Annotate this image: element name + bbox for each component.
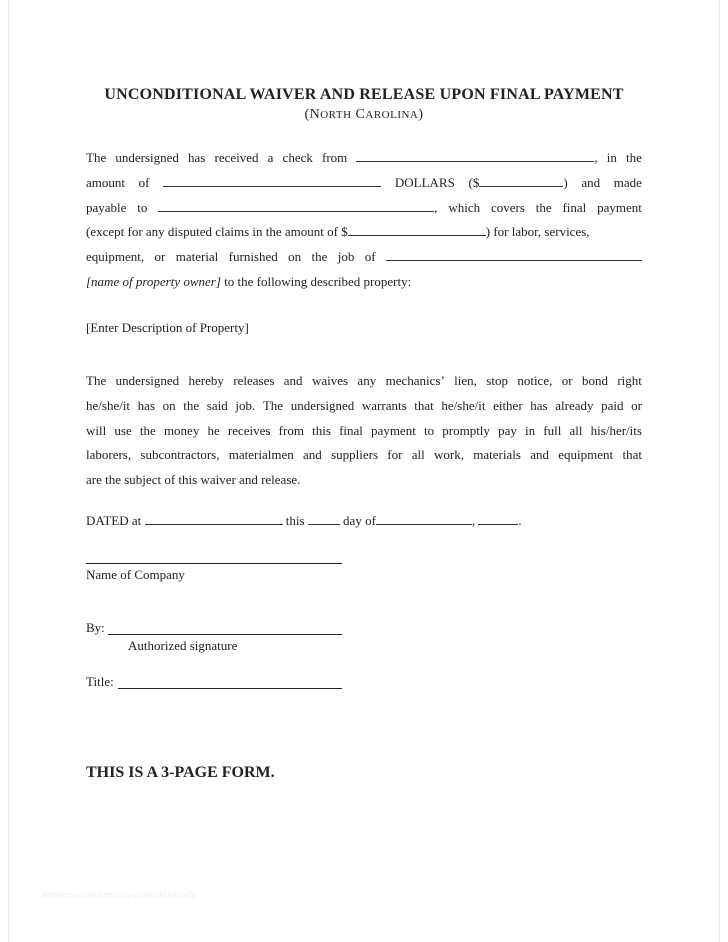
paragraph-word: receives: [227, 422, 271, 438]
paragraph-word: and: [283, 373, 303, 388]
paragraph-word: pay: [498, 422, 517, 438]
paragraph-word: undersigned: [290, 397, 355, 413]
paragraph-word: and: [530, 447, 549, 463]
property-description-placeholder[interactable]: [Enter Description of Property]: [86, 320, 249, 335]
paragraph-word: paid: [601, 397, 624, 413]
paragraph-word: on: [162, 397, 176, 413]
signature-line[interactable]: [108, 634, 342, 635]
paragraph-word: and: [303, 447, 322, 463]
document-title: UNCONDITIONAL WAIVER AND RELEASE UPON FINAL PAYMENT: [104, 86, 624, 103]
paragraph-line: [86, 394, 642, 419]
paragraph-word: the: [183, 397, 200, 413]
paragraph-word: this: [312, 422, 331, 438]
authorized-signature-label: Authorized signature: [128, 638, 238, 653]
paragraph-word: has: [137, 397, 156, 413]
day-blank[interactable]: [308, 512, 340, 525]
paragraph-word: he: [207, 422, 220, 438]
paragraph-word: mechanics’: [385, 373, 445, 388]
company-name-label: Name of Company: [86, 567, 185, 582]
paragraph-word: or: [561, 373, 573, 388]
paragraph-line: payable to , which covers the final payment: [86, 199, 642, 215]
paragraph-word: bond: [581, 373, 608, 388]
paragraph-word: his/her/its: [590, 422, 642, 438]
paragraph-line: amount of DOLLARS ($ ) and made: [86, 174, 642, 190]
paragraph-word: promptly: [442, 422, 490, 438]
paragraph-word: job.: [235, 397, 256, 413]
amount-dollars-blank[interactable]: [479, 174, 563, 187]
paragraph-word: materials: [473, 447, 521, 463]
paragraph-word: money: [163, 422, 200, 438]
paragraph-word: suppliers: [331, 447, 379, 463]
paragraph-word: all: [411, 447, 425, 463]
paragraph-word: hereby: [188, 373, 224, 388]
paragraph-word: already: [555, 397, 594, 413]
paragraph-word: notice,: [517, 373, 553, 388]
paragraph-word: to: [423, 422, 435, 438]
paragraph-word: the: [139, 422, 156, 438]
property-owner-blank[interactable]: [386, 248, 642, 261]
paragraph-word: that: [414, 397, 434, 413]
paragraph-word: use: [114, 422, 132, 438]
paragraph-word: for: [387, 447, 403, 463]
paragraph-line: [86, 443, 642, 468]
dated-line: DATED at this day of , .: [86, 513, 522, 528]
paragraph-word: or: [631, 397, 642, 413]
paragraph-line: [86, 419, 642, 444]
paragraph-word: in: [525, 422, 536, 438]
paragraph-word: right: [617, 373, 642, 388]
paragraph-word: waives: [311, 373, 349, 388]
paragraph-word: materialmen: [228, 447, 294, 463]
by-label: By:: [86, 620, 105, 635]
paragraph-word: stop: [486, 373, 508, 388]
paragraph-word: The: [262, 397, 284, 413]
paragraph-word: said: [206, 397, 228, 413]
payee-blank[interactable]: [158, 199, 434, 212]
month-blank[interactable]: [376, 512, 472, 525]
paragraph-line: [name of property owner] to the following described property:: [86, 270, 642, 295]
paragraph-word: laborers,: [86, 447, 132, 463]
paragraph-word: subcontractors,: [140, 447, 220, 463]
paragraph-line: are the subject of this waiver and release.: [86, 472, 301, 488]
paragraph-word: that: [622, 447, 642, 463]
paragraph-word: The: [86, 373, 107, 388]
paragraph-word: he/she/it: [86, 397, 131, 413]
paragraph-word: equipment: [558, 447, 614, 463]
document-subtitle: (NORTH CAROLINA): [304, 107, 424, 122]
paragraph-line: equipment, or material furnished on the job of: [86, 245, 642, 270]
paragraph-word: releases: [233, 373, 275, 388]
paragraph-line: [86, 369, 642, 394]
payer-blank[interactable]: [356, 149, 594, 162]
paragraph-line: (except for any disputed claims in the amount of $ ) for labor, services,: [86, 224, 590, 240]
amount-words-blank[interactable]: [163, 174, 381, 187]
paragraph-word: he/she/it: [441, 397, 486, 413]
paragraph-word: either: [493, 397, 523, 413]
watermark: ebookmanual.com/wp-content/uploads: [42, 890, 197, 900]
title-label: Title:: [86, 674, 114, 689]
payment-paragraph: [86, 146, 642, 295]
paragraph-word: undersigned: [115, 373, 180, 388]
paragraph-word: final: [339, 422, 363, 438]
paragraph-word: will: [86, 422, 107, 438]
paragraph-line: The undersigned has received a check from , in the: [86, 150, 642, 165]
paragraph-word: lien,: [454, 373, 477, 388]
dated-location-blank[interactable]: [145, 512, 283, 525]
year-blank[interactable]: [478, 512, 518, 525]
paragraph-word: has: [530, 397, 548, 413]
page-count-note: THIS IS A 3-PAGE FORM.: [86, 764, 275, 781]
paragraph-word: full: [543, 422, 562, 438]
company-name-line[interactable]: [86, 563, 342, 564]
disputed-amount-blank[interactable]: [348, 223, 486, 236]
property-owner-placeholder: [name of property owner]: [86, 273, 221, 289]
paragraph-word: warrants: [361, 397, 407, 413]
release-paragraph: [86, 369, 642, 493]
paragraph-word: all: [569, 422, 583, 438]
paragraph-word: payment: [371, 422, 416, 438]
paragraph-word: from: [278, 422, 304, 438]
paragraph-word: work,: [434, 447, 464, 463]
paragraph-word: any: [357, 373, 377, 388]
title-line[interactable]: [118, 688, 342, 689]
